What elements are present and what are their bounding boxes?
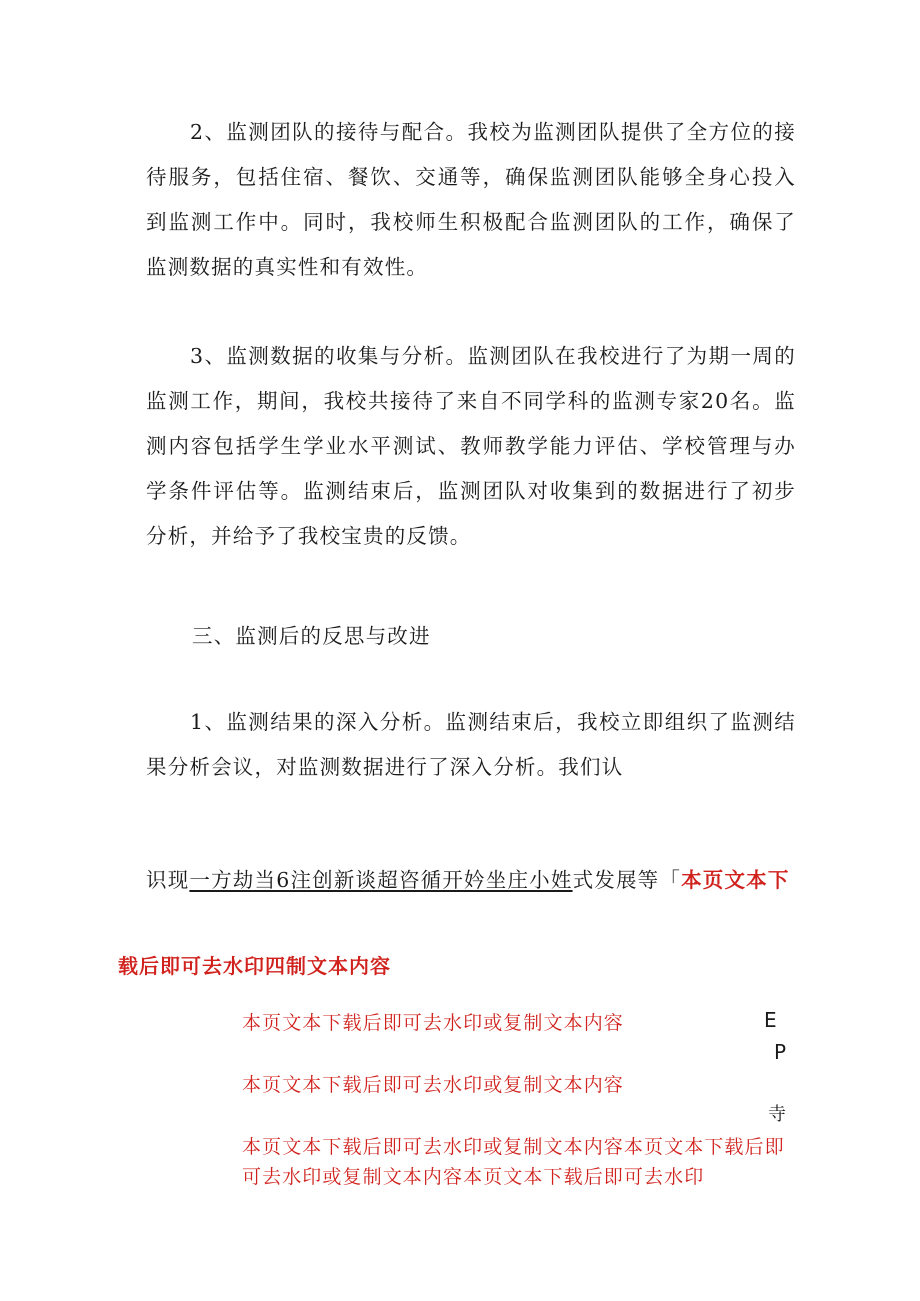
paragraph-reception-text: 2、监测团队的接待与配合。我校为监测团队提供了全方位的接待服务，包括住宿、餐饮、交通等，确保监测团队能够全身心投入到监测工作中。同时，我校师生积极配合监测团队的工作，确保了监测数据的真实性和有效性。 (146, 120, 796, 279)
watermark-line-3: 本页文本下载后即可去水印或复制文本内容本页文本下载后即可去水印或复制文本内容本页文本下载后即可去水印 (242, 1136, 785, 1188)
paragraph-data-collection (146, 334, 796, 559)
stray-char-p: P (774, 1040, 787, 1064)
watermark-inline-red: 本页文本下 (681, 868, 790, 892)
garbled-line-prefix: 识现 (146, 868, 190, 892)
watermark-line-2: 本页文本下载后即可去水印或复制文本内容 (242, 1074, 624, 1096)
stray-char-si: 寺 (768, 1104, 786, 1125)
watermark-line-1: 本页文本下载后即可去水印或复制文本内容 (242, 1012, 624, 1034)
paragraph-result-analysis-text: 1、监测结果的深入分析。监测结束后，我校立即组织了监测结果分析会议，对监测数据进行了深入分析。我们认 (146, 710, 796, 779)
paragraph-reception (146, 110, 796, 290)
garbled-underlined-text: 一方劫当6注创新谈超咨循开妗坐庄小姓 (189, 868, 573, 892)
watermark-continued-red: 载后即可去水印四制文本内容 (118, 954, 391, 978)
bracket-mark: 「 (659, 868, 682, 892)
garbled-line-suffix: 式发展等 (572, 868, 660, 892)
garbled-line (146, 858, 790, 903)
paragraph-result-analysis (146, 700, 796, 790)
stray-char-e: E (764, 1008, 777, 1032)
section-heading: 三、监测后的反思与改进 (192, 624, 431, 648)
paragraph-data-collection-text: 3、监测数据的收集与分析。监测团队在我校进行了为期一周的监测工作，期间，我校共接待了来自不同学科的监测专家20名。监测内容包括学生学业水平测试、教师教学能力评估、学校管理与办学条件评估等。监测结束后，监测团队对收集到的数据进行了初步分析，并给予了我校宝贵的反馈。 (146, 344, 796, 548)
